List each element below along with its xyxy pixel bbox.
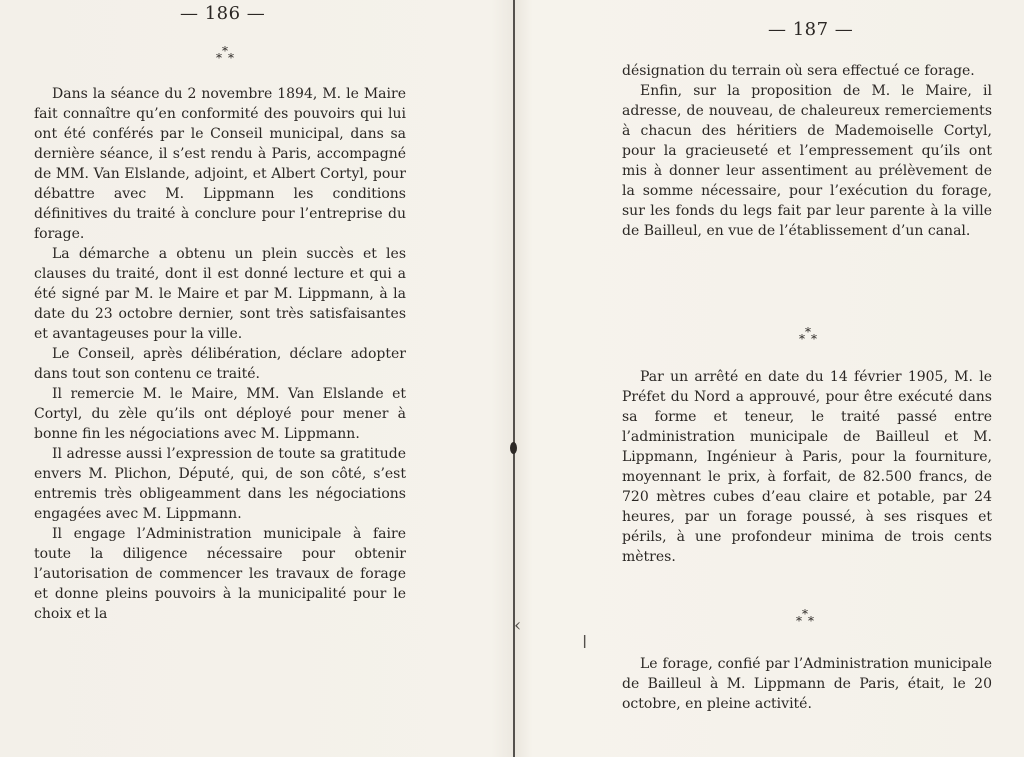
asterism-separator	[214, 45, 240, 63]
paragraph: Il remercie M. le Maire, MM. Van Elslande et Cortyl, du zèle qu’ils ont déployé pour mener à bonne fin les négociations avec M. Lippmann.	[34, 386, 406, 442]
page-number: — 187 —	[768, 19, 854, 40]
paragraph: désignation du terrain où sera effectué ce forage.	[622, 63, 975, 79]
right-page	[622, 0, 992, 757]
star-glyph: *	[222, 44, 228, 58]
paragraph: Le forage, confié par l’Administration municipale de Bailleul à M. Lippmann de Paris, était, le 20 octobre, en pleine activité.	[622, 656, 992, 712]
paragraph: La démarche a obtenu un plein succès et les clauses du traité, dont il est donné lecture et qui a été signé par M. le Maire et par M. Lippmann, à la date du 23 octobre dernier, sont très satisfaisantes et avantageuses pour la ville.	[34, 246, 406, 342]
star-glyph: *	[228, 51, 234, 65]
paragraph: Par un arrêté en date du 14 février 1905, M. le Préfet du Nord a approuvé, pour être exécuté dans sa forme et teneur, le traité passé entre l’administration municipale de Bailleul et M. Lippmann, Ingénieur à Paris, pour la fourniture, moyennant le prix, à forfait, de 82.500 francs, de 720 mètres cubes d’eau claire et potable, par 24 heures, par un forage poussé, à ses risques et périls, à une profondeur minima de trois cents mètres.	[622, 369, 992, 565]
left-page-text	[34, 84, 406, 624]
right-page-text-block	[622, 61, 992, 241]
page-number: — 186 —	[180, 3, 266, 24]
star-glyph: *	[808, 614, 814, 628]
book-gutter	[513, 0, 515, 757]
star-glyph: *	[799, 332, 805, 346]
binding-mark	[510, 442, 517, 454]
margin-mark: ‹	[514, 615, 522, 636]
star-glyph: *	[802, 607, 808, 621]
paragraph: Le Conseil, après délibération, déclare adopter dans tout son contenu ce traité.	[34, 346, 406, 382]
right-page-text-block	[622, 367, 992, 567]
asterism-separator	[797, 326, 823, 344]
paragraph: Il adresse aussi l’expression de toute sa gratitude envers M. Plichon, Député, qui, de son côté, s’est entremis très obligeamment dans les négociations engagées avec M. Lippmann.	[34, 446, 406, 522]
paragraph: Dans la séance du 2 novembre 1894, M. le Maire fait connaître qu’en conformité des pouvoirs qui lui ont été conférés par le Conseil municipal, dans sa dernière séance, il s’est rendu à Paris, accompagné de MM. Van Elslande, adjoint, et Albert Cortyl, pour débattre avec M. Lippmann les conditions définitives du traité à conclure pour l’entreprise du forage.	[34, 86, 406, 242]
left-page	[34, 0, 406, 757]
asterism-separator	[794, 608, 820, 626]
paragraph: Il engage l’Administration municipale à faire toute la diligence nécessaire pour obtenir l’autorisation de commencer les travaux de forage et donne pleins pouvoirs à la municipalité pour le choix et la	[34, 526, 406, 622]
star-glyph: *	[811, 332, 817, 346]
margin-mark: ǀ	[582, 632, 588, 653]
star-glyph: *	[805, 325, 811, 339]
star-glyph: *	[216, 51, 222, 65]
star-glyph: *	[796, 614, 802, 628]
paragraph: Enfin, sur la proposition de M. le Maire, il adresse, de nouveau, de chaleureux remerciements à chacun des héritiers de Mademoiselle Cortyl, pour la gracieuseté et l’empressement qu’ils ont mis à donner leur assentiment au prélèvement de la somme nécessaire, pour l’exécution du forage, sur les fonds du legs fait par leur parente à la ville de Bailleul, en vue de l’établissement d’un canal.	[622, 83, 992, 239]
right-page-text-block	[622, 654, 992, 714]
